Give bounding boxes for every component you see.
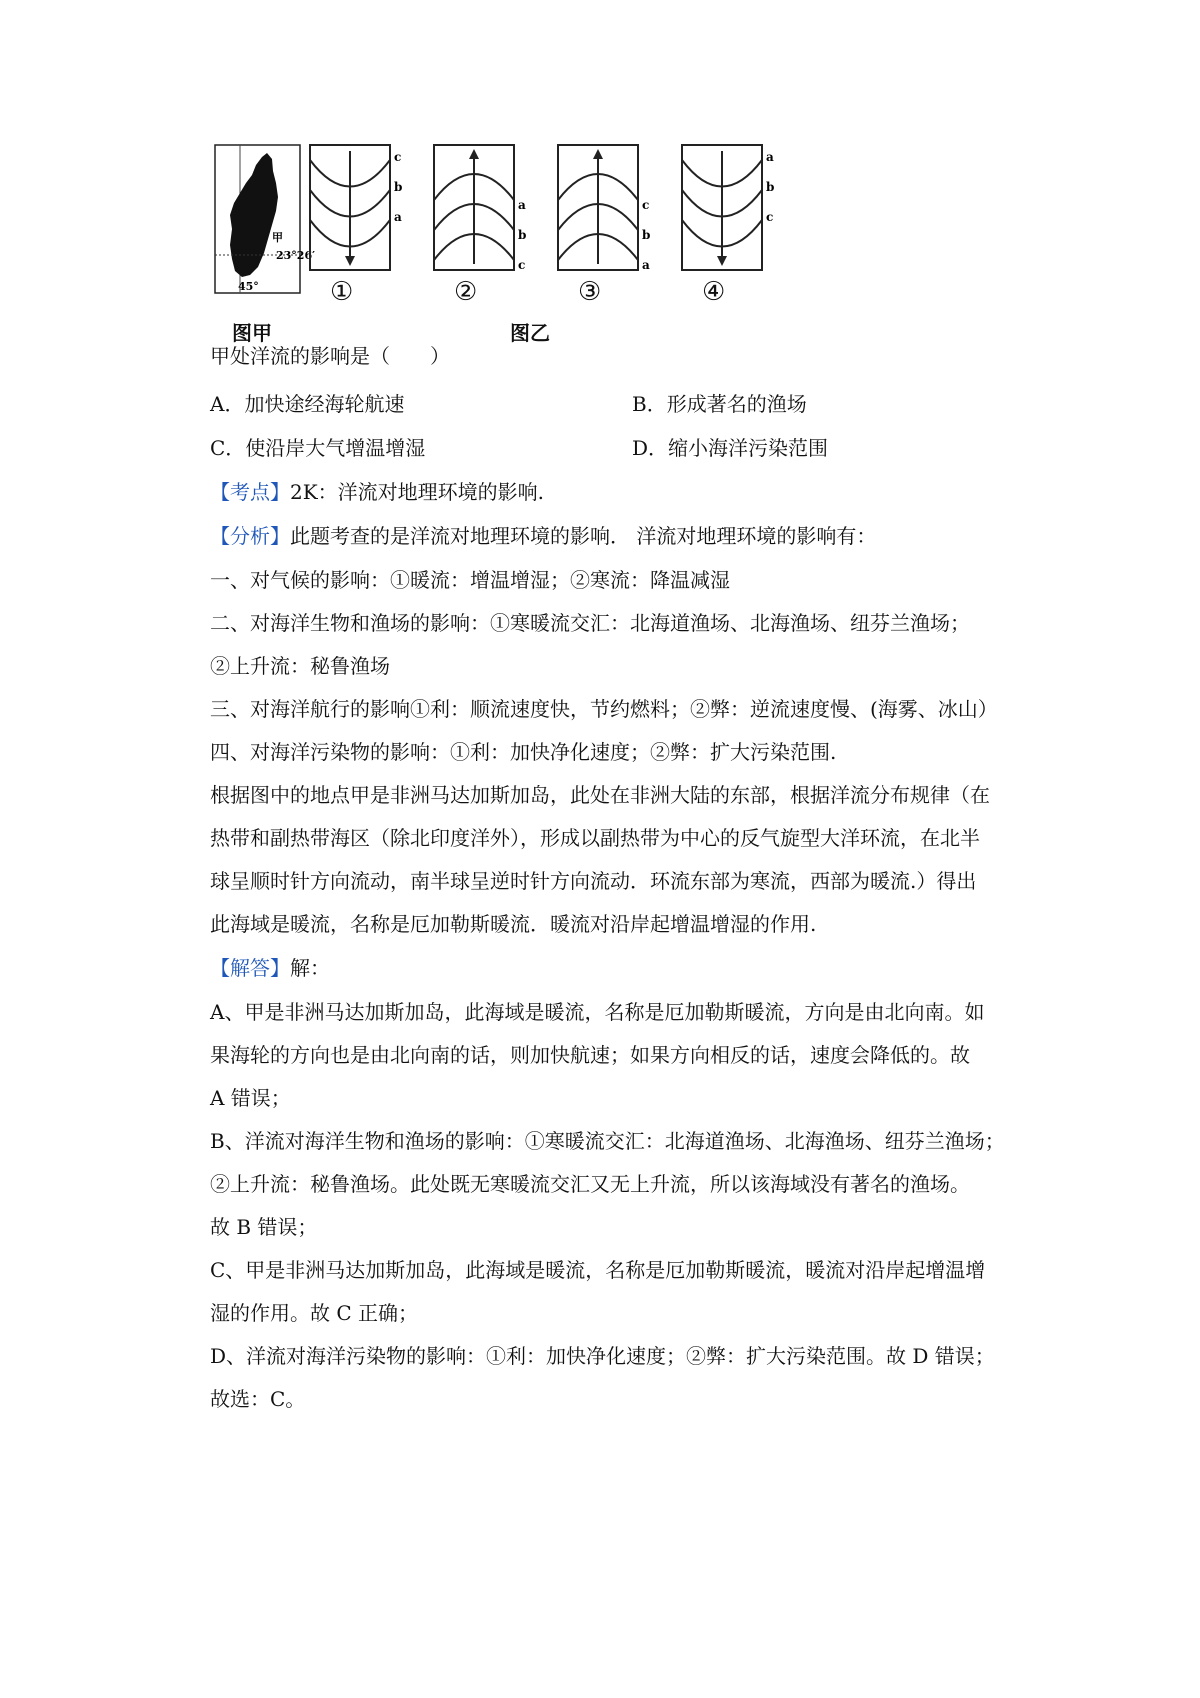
current-panels bbox=[310, 145, 774, 272]
fenxi-line-5: 四、对海洋污染物的影响：①利：加快净化速度；②弊：扩大污染范围. bbox=[210, 740, 837, 764]
isotherm-label-b: b bbox=[642, 228, 651, 242]
kaodian-line bbox=[210, 478, 544, 506]
panel-1-number: ① bbox=[330, 277, 354, 307]
kaodian-text: 2K：洋流对地理环境的影响. bbox=[290, 480, 545, 504]
jieda-line bbox=[210, 954, 330, 982]
option-d: D．缩小海洋污染范围 bbox=[632, 436, 829, 460]
jieda-line-5: ②上升流：秘鲁渔场。此处既无寒暖流交汇又无上升流，所以该海域没有著名的渔场。 bbox=[210, 1172, 970, 1196]
arrow-up-icon bbox=[469, 149, 479, 159]
fenxi-line-2: 二、对海洋生物和渔场的影响：①寒暖流交汇：北海道渔场、北海渔场、纽芬兰渔场； bbox=[210, 611, 970, 635]
isotherm-label-a: a bbox=[642, 258, 650, 272]
panel-2-number: ② bbox=[454, 277, 478, 307]
isotherm-label-c: c bbox=[766, 210, 774, 224]
option-a: A．加快途经海轮航速 bbox=[210, 392, 405, 416]
fenxi-line-1: 一、对气候的影响：①暖流：增温增湿；②寒流：降温减湿 bbox=[210, 568, 730, 592]
panel-4-number: ④ bbox=[702, 277, 726, 307]
arrow-down-icon bbox=[717, 256, 727, 266]
jieda-line-7: C、甲是非洲马达加斯加岛，此海域是暖流，名称是厄加勒斯暖流，暖流对沿岸起增温增 bbox=[210, 1258, 986, 1282]
fenxi-line-3: ②上升流：秘鲁渔场 bbox=[210, 654, 390, 678]
fenxi-text: 此题考查的是洋流对地理环境的影响． 洋流对地理环境的影响有： bbox=[290, 524, 877, 548]
option-b: B．形成著名的渔场 bbox=[632, 392, 807, 416]
fenxi-line-4: 三、对海洋航行的影响①利：顺流速度快，节约燃料；②弊：逆流速度慢、(海雾、冰山） bbox=[210, 697, 998, 721]
fenxi-line-6: 根据图中的地点甲是非洲马达加斯加岛，此处在非洲大陆的东部，根据洋流分布规律（在 bbox=[210, 783, 990, 807]
arrow-down-icon bbox=[345, 256, 355, 266]
jieda-tag: 【解答】 bbox=[210, 956, 290, 980]
figure-current-diagrams bbox=[210, 145, 850, 375]
current-panel-2 bbox=[434, 145, 526, 272]
question-stem: 甲处洋流的影响是（ ） bbox=[210, 344, 450, 368]
isotherm-label-b: b bbox=[394, 180, 403, 194]
longitude-label: 45° bbox=[238, 280, 259, 293]
fenxi-line-9: 此海域是暖流，名称是厄加勒斯暖流．暖流对沿岸起增温增湿的作用. bbox=[210, 912, 817, 936]
figure-jia-caption: 图甲 bbox=[232, 321, 272, 345]
madagascar-map bbox=[215, 145, 315, 293]
latitude-label: 23°26′ bbox=[276, 249, 316, 262]
isotherm-label-b: b bbox=[518, 228, 527, 242]
current-panel-1 bbox=[310, 145, 402, 270]
fenxi-line bbox=[210, 522, 876, 550]
isotherm-label-c: c bbox=[518, 258, 526, 272]
fenxi-line-8: 球呈顺时针方向流动，南半球呈逆时针方向流动．环流东部为寒流，西部为暖流.）得出 bbox=[210, 869, 977, 893]
current-panel-4 bbox=[682, 145, 774, 270]
isotherm-label-a: a bbox=[394, 210, 402, 224]
kaodian-tag: 【考点】 bbox=[210, 480, 290, 504]
current-panel-3 bbox=[558, 145, 650, 272]
figure-yi-caption: 图乙 bbox=[510, 321, 550, 345]
panel-3-number: ③ bbox=[578, 277, 602, 307]
jieda-line-10: 故选：C。 bbox=[210, 1387, 306, 1411]
option-c: C．使沿岸大气增温增湿 bbox=[210, 436, 426, 460]
jieda-line-3: A 错误； bbox=[210, 1086, 291, 1110]
jieda-line-8: 湿的作用。故 C 正确； bbox=[210, 1301, 419, 1325]
point-jia-label: 甲 bbox=[272, 231, 283, 244]
isotherm-label-b: b bbox=[766, 180, 775, 194]
jieda-text: 解： bbox=[290, 956, 330, 980]
fenxi-tag: 【分析】 bbox=[210, 524, 290, 548]
isotherm-label-c: c bbox=[642, 198, 650, 212]
isotherm-label-c: c bbox=[394, 150, 402, 164]
jieda-line-4: B、洋流对海洋生物和渔场的影响：①寒暖流交汇：北海道渔场、北海渔场、纽芬兰渔场； bbox=[210, 1129, 1005, 1153]
fenxi-line-7: 热带和副热带海区（除北印度洋外），形成以副热带为中心的反气旋型大洋环流，在北半 bbox=[210, 826, 980, 850]
jieda-line-2: 果海轮的方向也是由北向南的话，则加快航速；如果方向相反的话，速度会降低的。故 bbox=[210, 1043, 970, 1067]
isotherm-label-a: a bbox=[766, 150, 774, 164]
jieda-line-1: A、甲是非洲马达加斯加岛，此海域是暖流，名称是厄加勒斯暖流，方向是由北向南。如 bbox=[210, 1000, 985, 1024]
jieda-line-9: D、洋流对海洋污染物的影响：①利：加快净化速度；②弊：扩大污染范围。故 D 错误； bbox=[210, 1344, 995, 1368]
isotherm-label-a: a bbox=[518, 198, 526, 212]
arrow-up-icon bbox=[593, 149, 603, 159]
jieda-line-6: 故 B 错误； bbox=[210, 1215, 318, 1239]
madagascar-island-shape bbox=[230, 153, 278, 277]
